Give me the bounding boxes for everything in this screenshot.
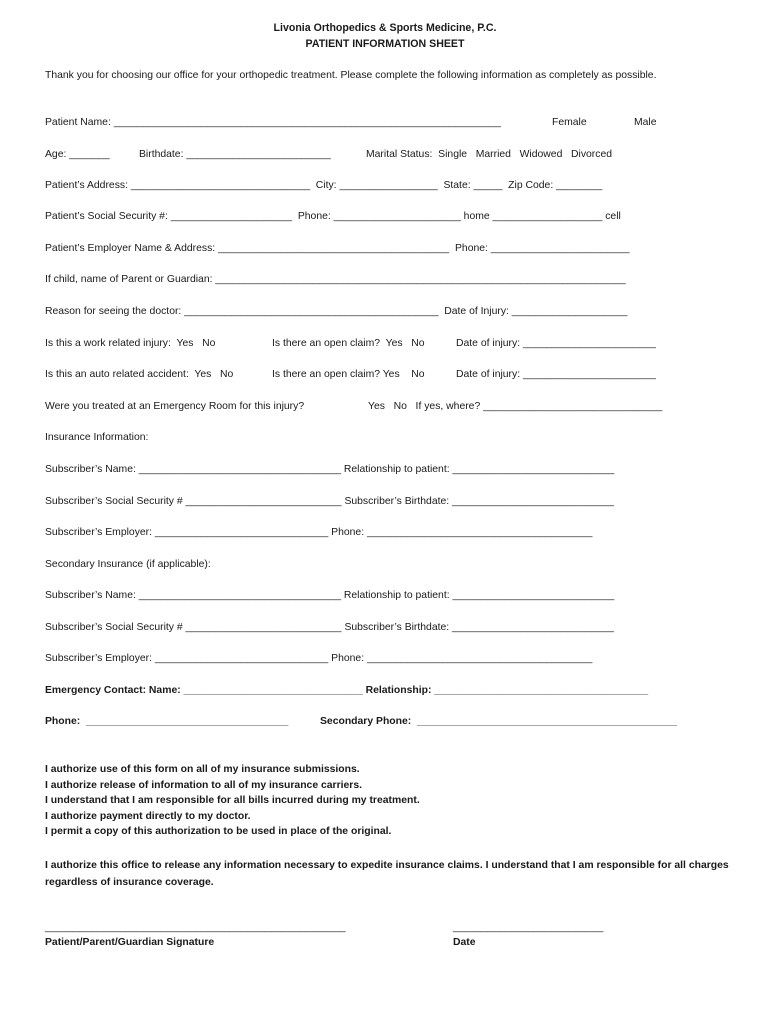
form-title: PATIENT INFORMATION SHEET xyxy=(305,38,465,50)
patient-name-field[interactable]: Patient Name: ___________________________________________________________________ xyxy=(45,117,501,128)
ssn-phone-row[interactable]: Patient’s Social Security #: _____________________ Phone: ______________________ home ___________________ cell xyxy=(45,211,621,222)
employer-row[interactable]: Patient’s Employer Name & Address: ________________________________________ Phone: ________________________ xyxy=(45,243,630,254)
authorization-item: I understand that I am responsible for all bills incurred during my treatment. xyxy=(45,795,420,806)
intro-text: Thank you for choosing our office for your orthopedic treatment. Please complete the following information as completely as possible. xyxy=(45,70,657,81)
reason-row[interactable]: Reason for seeing the doctor: ____________________________________________ Date of Injury: ____________________ xyxy=(45,306,628,317)
auto-open-claim-question[interactable]: Is there an open claim? Yes No xyxy=(272,369,425,380)
emergency-phone-field[interactable]: Phone: ___________________________________ xyxy=(45,716,289,727)
work-injury-question[interactable]: Is this a work related injury: Yes No xyxy=(45,338,216,349)
guardian-row[interactable]: If child, name of Parent or Guardian: _______________________________________________________________________ xyxy=(45,274,626,285)
age-field[interactable]: Age: _______ xyxy=(45,149,110,160)
auto-injury-date-field[interactable]: Date of injury: _______________________ xyxy=(456,369,656,380)
date-label: Date xyxy=(453,937,476,948)
gender-male-option[interactable]: Male xyxy=(634,117,657,128)
practice-name: Livonia Orthopedics & Sports Medicine, P.C. xyxy=(273,22,497,34)
authorization-item: I authorize use of this form on all of my insurance submissions. xyxy=(45,764,360,775)
er-answer-field[interactable]: Yes No If yes, where? _______________________________ xyxy=(368,401,663,412)
release-statement: I authorize this office to release any information necessary to expedite insurance claims. I understand that I am responsible for all charges regardless of insurance coverage. xyxy=(45,860,729,888)
secondary-subscriber-ssn-row[interactable]: Subscriber’s Social Security # ___________________________ Subscriber’s Birthdate: ____________________________ xyxy=(45,622,614,633)
authorization-item: I authorize release of information to all of my insurance carriers. xyxy=(45,780,363,791)
secondary-subscriber-employer-row[interactable]: Subscriber’s Employer: ______________________________ Phone: _______________________________________ xyxy=(45,653,593,664)
auto-accident-question[interactable]: Is this an auto related accident: Yes No xyxy=(45,369,234,380)
authorization-item: I permit a copy of this authorization to be used in place of the original. xyxy=(45,826,392,837)
er-question: Were you treated at an Emergency Room for this injury? xyxy=(45,401,305,412)
primary-subscriber-name-row[interactable]: Subscriber’s Name: ___________________________________ Relationship to patient: ____________________________ xyxy=(45,464,615,475)
date-line[interactable]: __________________________ xyxy=(453,922,604,933)
primary-subscriber-ssn-row[interactable]: Subscriber’s Social Security # ___________________________ Subscriber’s Birthdate: ____________________________ xyxy=(45,496,614,507)
signature-label: Patient/Parent/Guardian Signature xyxy=(45,937,215,948)
work-injury-date-field[interactable]: Date of injury: _______________________ xyxy=(456,338,656,349)
secondary-phone-field[interactable]: Secondary Phone: _____________________________________________ xyxy=(320,716,678,727)
emergency-contact-row[interactable]: Emergency Contact: Name: _______________________________ Relationship: _____________________________________ xyxy=(45,685,649,696)
address-row[interactable]: Patient’s Address: _______________________________ City: _________________ State: _____ Zip Code: ________ xyxy=(45,180,603,191)
marital-status-field[interactable]: Marital Status: Single Married Widowed Divorced xyxy=(366,149,613,160)
birthdate-field[interactable]: Birthdate: _________________________ xyxy=(139,149,331,160)
primary-subscriber-employer-row[interactable]: Subscriber’s Employer: ______________________________ Phone: _______________________________________ xyxy=(45,527,593,538)
secondary-insurance-heading: Secondary Insurance (if applicable): xyxy=(45,559,211,570)
work-open-claim-question[interactable]: Is there an open claim? Yes No xyxy=(272,338,425,349)
secondary-subscriber-name-row[interactable]: Subscriber’s Name: ___________________________________ Relationship to patient: ____________________________ xyxy=(45,590,615,601)
gender-female-option[interactable]: Female xyxy=(552,117,587,128)
insurance-heading: Insurance Information: xyxy=(45,432,149,443)
authorization-item: I authorize payment directly to my doctor. xyxy=(45,811,251,822)
signature-line[interactable]: ____________________________________________________ xyxy=(45,922,346,933)
